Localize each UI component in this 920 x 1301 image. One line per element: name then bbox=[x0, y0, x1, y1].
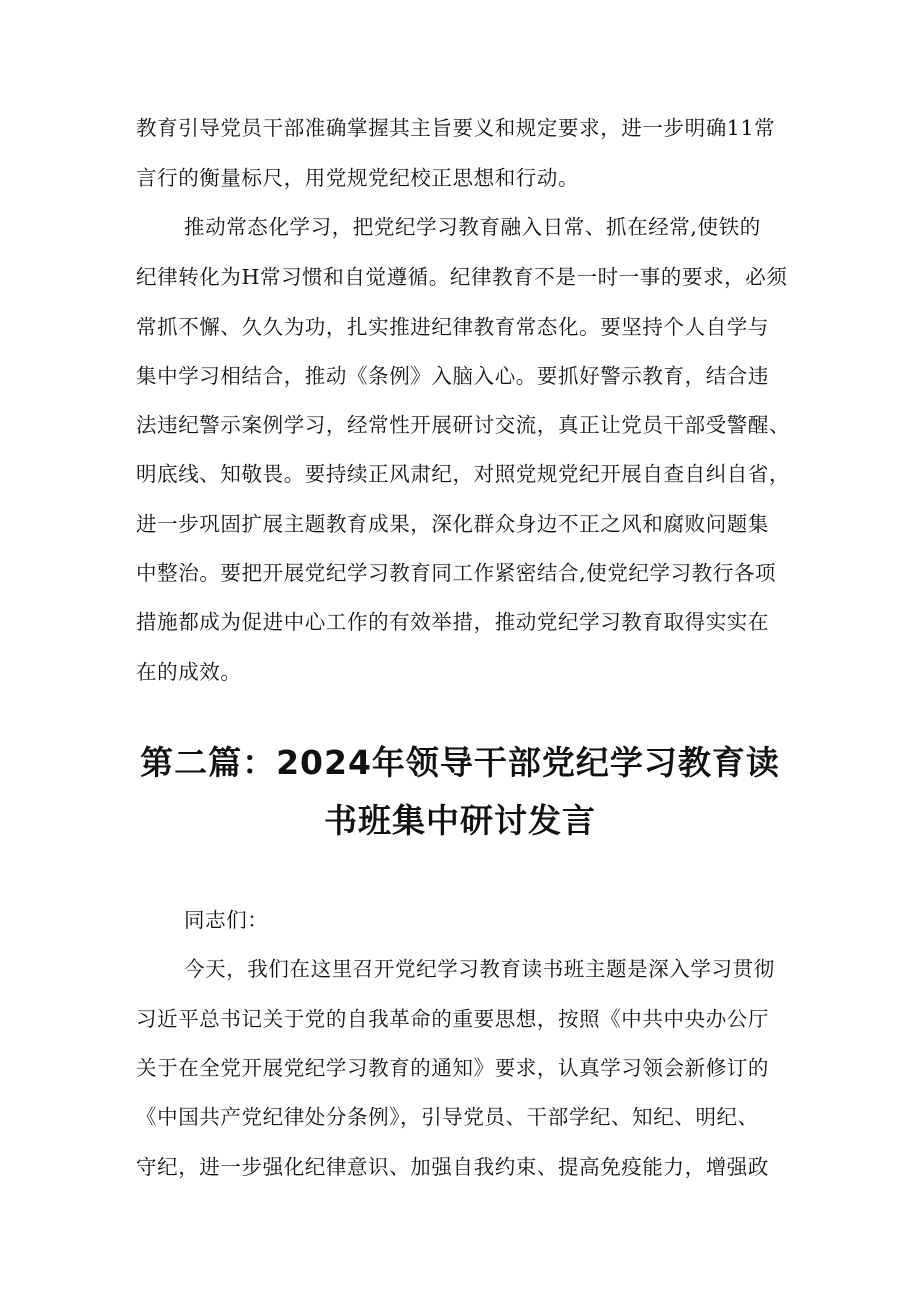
para2-line-8: 中整治。要把开展党纪学习教育同工作紧密结合,使党纪学习教行各项 bbox=[136, 561, 777, 585]
salutation: 同志们： bbox=[184, 908, 269, 932]
section-title-line-2: 书班集中研讨发言 bbox=[324, 801, 596, 840]
speech-line-5: 守纪，进一步强化纪律意识、加强自我约束、提高免疫能力，增强政 bbox=[136, 1155, 769, 1179]
intro-line-2: 言行的衡量标尺，用党规党纪校正思想和行动。 bbox=[136, 166, 580, 190]
para2-line-2: 纪律转化为H常习惯和自觉遵循。纪律教育不是一时一事的要求，必须 bbox=[136, 265, 788, 289]
para2-line-9: 措施都成为促进中心工作的有效举措，推动党纪学习教育取得实实在 bbox=[136, 610, 769, 634]
speech-line-3: 关于在全党开展党纪学习教育的通知》要求，认真学习领会新修订的 bbox=[136, 1056, 769, 1080]
para2-line-6: 明底线、知敬畏。要持续正风肃纪，对照党规党纪开展自查自纠自省， bbox=[136, 462, 791, 486]
para2-line-10: 在的成效。 bbox=[136, 660, 242, 684]
speech-line-4: 《中国共产党纪律处分条例》，引导党员、干部学纪、知纪、明纪、 bbox=[136, 1105, 759, 1129]
speech-line-2: 习近平总书记关于党的自我革命的重要思想，按照《中共中央办公厅 bbox=[136, 1007, 769, 1031]
section-title-line-1: 第二篇：2024年领导干部党纪学习教育读 bbox=[140, 743, 780, 782]
para2-line-5: 法违纪警示案例学习，经常性开展研讨交流，真正让党员干部受警醒、 bbox=[136, 413, 791, 437]
para2-line-3: 常抓不懈、久久为功，扎实推进纪律教育常态化。要坚持个人自学与 bbox=[136, 315, 769, 339]
para2-line-1: 推动常态化学习，把党纪学习教育融入日常、抓在经常,使铁的 bbox=[184, 215, 761, 239]
intro-line-1: 教育引导党员干部准确掌握其主旨要义和规定要求，进一步明确11常 bbox=[136, 116, 776, 140]
speech-line-1: 今天，我们在这里召开党纪学习教育读书班主题是深入学习贯彻 bbox=[184, 957, 775, 981]
para2-line-4: 集中学习相结合，推动《条例》入脑入心。要抓好警示教育，结合违 bbox=[136, 364, 769, 388]
para2-line-7: 进一步巩固扩展主题教育成果，深化群众身边不正之风和腐败问题集 bbox=[136, 512, 769, 536]
